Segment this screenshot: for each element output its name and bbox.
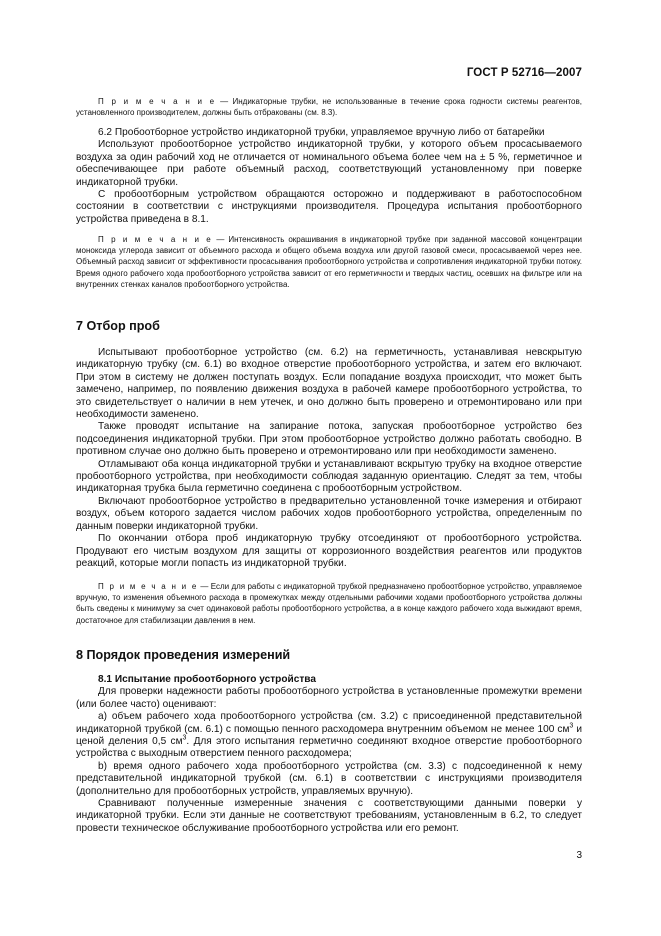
section-7-heading [76, 318, 582, 334]
paragraph: С пробоотборным устройством обращаются осторожно и поддерживают в работоспособном состоянии в соответствии с инструкциями производителя. Процедура испытания пробоотборного устройства приведена в 8.1. [76, 189, 582, 225]
section-8-body [76, 674, 582, 835]
note-text: — Интенсивность окрашивания в индикаторной трубке при заданной массовой концентрации моноксида углерода зависит от объемного расхода и общего объема воздуха или другой газовой смеси, просасываемой через нее. Объемный расход зависит от эффективности просасывания пробоотборного устройства и сопротивления индикаторной трубки потоку. Время одного рабочего хода пробоотборного устройства зависит от его герметичности и твердых частиц, осевших на фильтре или на внутренних стенках каналов пробоотборного устройства. [76, 235, 583, 289]
note-3 [76, 581, 582, 626]
paragraph: Испытывают пробоотборное устройство (см. 6.2) на герметичность, устанавливая невскрытую индикаторную трубку (см. 6.1) во входное отверстие пробоотборного устройства, и затем его включают. При этом в систему не должен поступать воздух. Если попадание воздуха происходит, что может быть замечено, например, по появлению движения воздуха в рабочей камере пробоотборного устройства, то это свидетельствует о наличии в нем утечек, и оно должно быть проверено и отремонтировано или при необходимости заменено. [76, 347, 582, 421]
subsection-8-1-title: 8.1 Испытание пробоотборного устройства [98, 674, 316, 685]
paragraph: По окончании отбора проб индикаторную трубку отсоединяют от пробоотборного устройства. Продувают его чистым воздухом для защиты от коррозионного воздействия реагентов или продуктов реакций, которые могли попасть из индикаторной трубки. [76, 533, 582, 569]
page-number: 3 [576, 850, 582, 861]
section-8-heading [76, 647, 582, 663]
section-7-title: 7 Отбор проб [76, 319, 160, 333]
note-2 [76, 234, 582, 290]
list-item-a: а) объем рабочего хода пробоотборного устройства (см. 3.2) с присоединенной представительной индикаторной трубкой (см. 6.1) с помощью пенного расходомера внутренним объемом не менее 100 $см^3$ и ценой деления 0,5 $см^3$. Для этого испытания герметично соединяют входное отверстие пробоотборного устройства с выходным отверстием пенного расходомера; [76, 711, 582, 760]
section-6-2-title: 6.2 Пробоотборное устройство индикаторной трубки, управляемое вручную либо от батарейки [98, 127, 545, 138]
section-6-2 [76, 127, 582, 226]
paragraph: Также проводят испытание на запирание потока, запуская пробоотборное устройство без подсоединения индикаторной трубки. При этом пробоотборное устройство должно работать свободно. В противном случае оно должно быть проверено и отремонтировано или при необходимости заменено. [76, 421, 582, 458]
paragraph: Отламывают оба конца индикаторной трубки и устанавливают вскрытую трубку на входное отверстие пробоотборного устройства, при необходимости соблюдая заданную ориентацию. Следят за тем, чтобы индикаторная трубка была герметично соединена с пробоотборным устройством. [76, 458, 582, 495]
paragraph: Для проверки надежности работы пробоотборного устройства в установленные промежутки времени (или более часто) оценивают: [76, 686, 582, 710]
list-item-b: b) время одного рабочего хода пробоотборного устройства (см. 3.3) с подсоединенной к нему представительной индикаторной трубкой (см. 6.1) в соответствии с инструкциями производителя (дополнительно для пробоотборных устройств, управляемых вручную). [76, 760, 582, 797]
paragraph: Сравнивают полученные измеренные значения с соответствующими данными поверки у индикаторной трубки. Если эти данные не соответствуют требованиям, установленным в 6.2, то следует провести техническое обслуживание пробоотборного устройства или его ремонт. [76, 798, 582, 834]
note-label: П р и м е ч а н и е [98, 97, 216, 106]
paragraph: Используют пробоотборное устройство индикаторной трубки, у которого объем просасываемого воздуха за один рабочий ход не отличается от номинального объема более чем на ± 5 %, герметичное и обеспечивающее при работе объемный расход, соответствующий установленному при поверке индикаторной трубки. [76, 139, 582, 188]
note-label: П р и м е ч а н и е [98, 582, 199, 591]
section-8-title: 8 Порядок проведения измерений [76, 648, 291, 662]
paragraph: Включают пробоотборное устройство в предварительно установленной точке измерения и отбирают воздух, объем которого задается числом рабочих ходов пробоотборного устройства, определенным по данным поверки индикаторной трубки. [76, 495, 582, 532]
section-7-body [76, 347, 582, 570]
note-1 [76, 96, 582, 118]
note-text: — Если для работы с индикаторной трубкой предназначено пробоотборное устройство, управляемое вручную, то изменения объемного расхода в промежутках между отдельными рабочими ходами пробоотборного устройства должны быть сведены к минимуму за счет одинаковой работы пробоотборного устройства, а в конце каждого рабочего хода выжидают время, достаточное для стабилизации давления в нем. [76, 582, 582, 625]
note-label: П р и м е ч а н и е [98, 235, 213, 244]
note-text: — Индикаторные трубки, не использованные в течение срока годности системы реагентов, установленного производителем, должны быть отбракованы (см. 8.3). [76, 97, 582, 118]
standard-number: ГОСТ Р 52716—2007 [466, 67, 582, 79]
